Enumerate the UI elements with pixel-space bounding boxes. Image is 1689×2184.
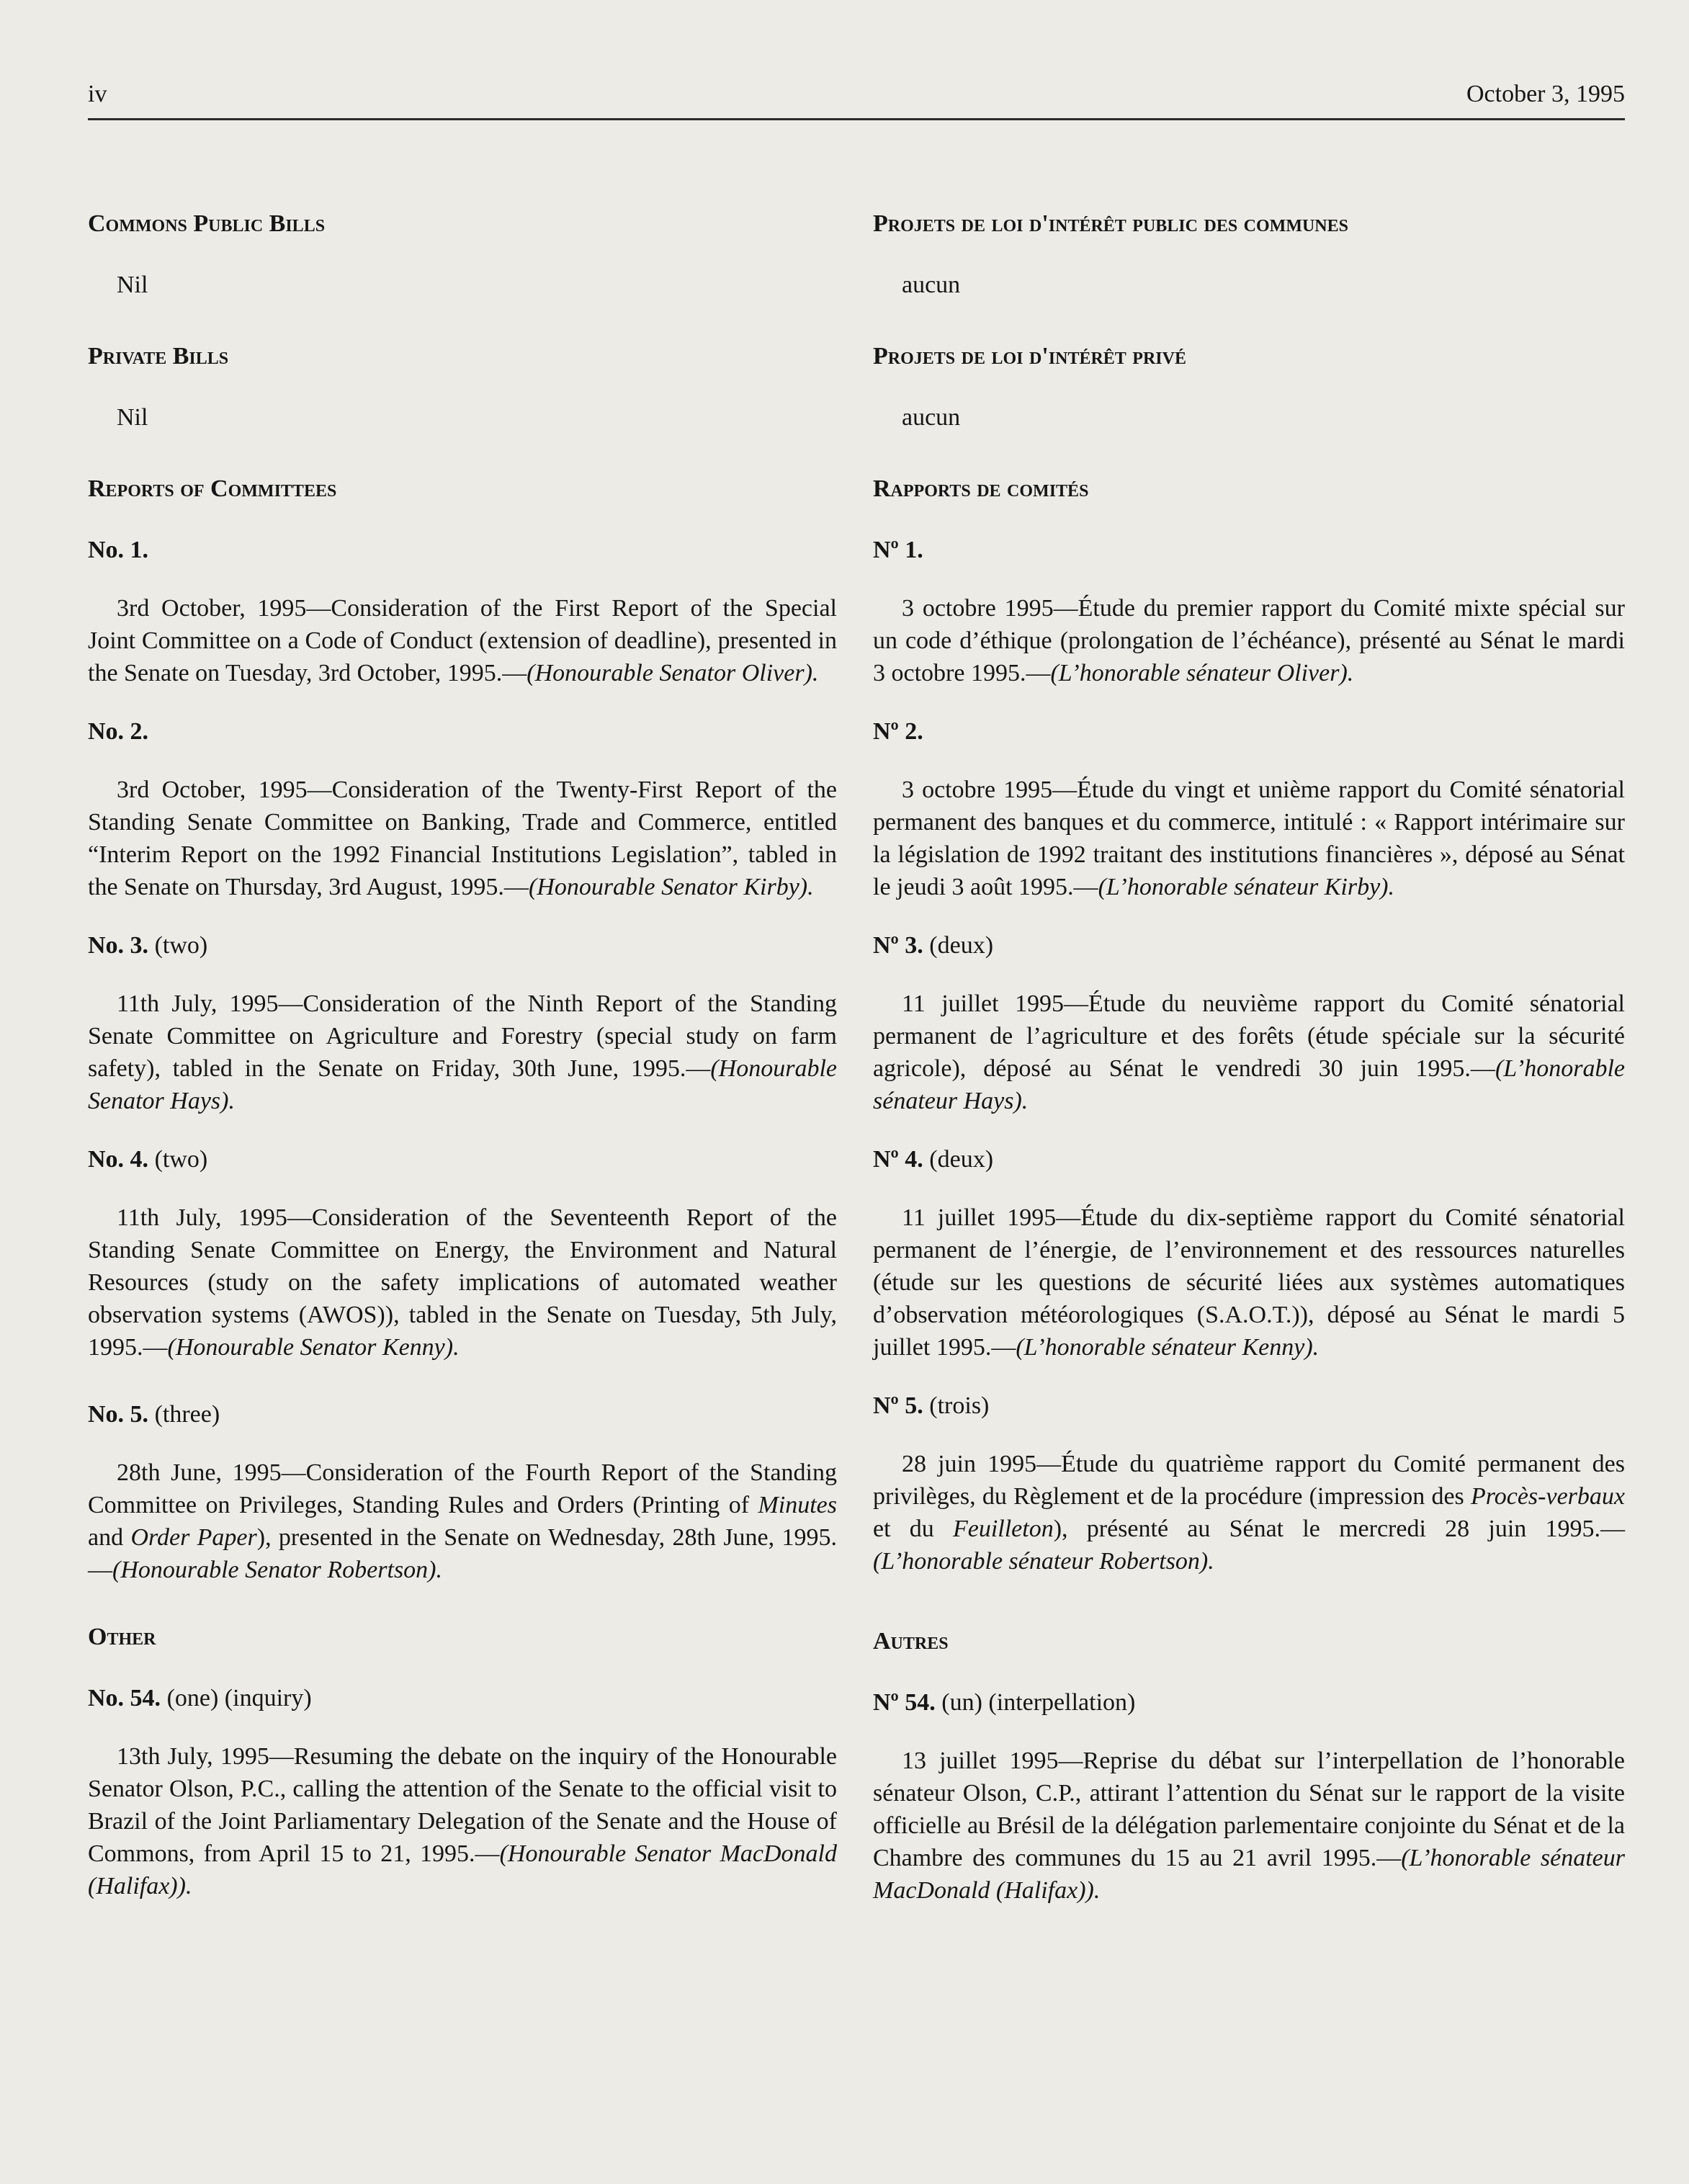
report-qualifier: (three) (154, 1401, 220, 1428)
report-sponsor: (Honourable Senator Kirby). (528, 874, 814, 900)
inquiry-number: No. 54. (one) (inquiry) (88, 1685, 312, 1711)
report-sponsor: (Honourable Senator Oliver). (527, 660, 819, 686)
report-number: No. 2. (88, 718, 149, 745)
inquiry-text-fr: 13 juillet 1995—Reprise du débat sur l’interpellation de l’honorable sénateur Olson, C.P., attirant l’attention du Sénat sur le rapport de la visite officielle au Brésil de la délégation parlementaire conjointe du Sénat et de la Chambre des communes du 15 au 21 avril 1995.—(L’honorable sénateur MacDonald (Halifax)). (873, 1747, 1626, 1904)
inquiry-sponsor-fr: (L’honorable sénateur MacDonald (Halifax)). (873, 1845, 1626, 1904)
reports-heading: Reports of Committees (88, 475, 337, 502)
report-sponsor-fr: (L’honorable sénateur Kenny). (1016, 1334, 1320, 1361)
report-sponsor-fr: (L’honorable sénateur Hays). (873, 1055, 1625, 1114)
report-sponsor: (Honourable Senator Robertson). (112, 1557, 443, 1583)
report-text: 28th June, 1995—Consideration of the Fourth Report of the Standing Committee on Privileges, Standing Rules and Orders (Printing of Minutes and Order Paper), presented in the Senate on Wednesday, 28th June, 1995.—(Honourable Senator Robertson). (88, 1459, 837, 1583)
report-sponsor-fr: (L’honorable sénateur Oliver). (1050, 660, 1354, 686)
report-qualifier-fr: (deux) (929, 932, 994, 959)
commons-public-bills-value-fr: aucun (902, 272, 961, 298)
inquiry-number-fr: Nº 54. (un) (interpellation) (873, 1689, 1136, 1716)
report-sponsor-fr: (L’honorable sénateur Kirby). (1098, 874, 1394, 900)
inquiry-text: 13th July, 1995—Resuming the debate on the inquiry of the Honourable Senator Olson, P.C., calling the attention of the Senate to the official visit to Brazil of the Joint Parliamentary Delegation of the Senate and the House of Commons, from April 15 to 21, 1995.—(Honourable Senator MacDonald (Halifax)). (88, 1743, 837, 1899)
report-number-fr: Nº 4. (deux) (873, 1146, 994, 1173)
report-text-fr: 11 juillet 1995—Étude du dix-septième rapport du Comité sénatorial permanent de l’énergie, de l’environnement et des ressources naturelles (étude sur les questions de sécurité liées aux systèmes automatiques d’observation météorologiques (S.A.O.T.)), déposé au Sénat le mardi 5 juillet 1995.—(L’honorable sénateur Kenny). (873, 1204, 1625, 1361)
report-qualifier: (two) (154, 932, 208, 959)
french-column (873, 207, 1625, 1933)
report-number-fr: Nº 1. (873, 537, 923, 563)
report-sponsor-fr: (L’honorable sénateur Robertson). (873, 1548, 1214, 1575)
report-qualifier: (two) (154, 1146, 208, 1173)
report-text-fr: 28 juin 1995—Étude du quatrième rapport du Comité permanent des privilèges, du Règlement et de la procédure (impression des Procès-verbaux et du Feuilleton), présenté au Sénat le mercredi 28 juin 1995.—(L’honorable sénateur Robertson). (873, 1451, 1625, 1575)
report-number-fr: Nº 3. (deux) (873, 932, 994, 959)
english-column (88, 207, 837, 1928)
report-number: No. 1. (88, 537, 149, 563)
report-text-fr: 3 octobre 1995—Étude du premier rapport du Comité mixte spécial sur un code d’éthique (prolongation de l’échéance), présenté au Sénat le mardi 3 octobre 1995.—(L’honorable sénateur Oliver). (873, 595, 1625, 686)
private-bills-heading: Private Bills (88, 343, 229, 370)
private-bills-value-fr: aucun (902, 404, 961, 431)
report-text-fr: 11 juillet 1995—Étude du neuvième rapport du Comité sénatorial permanent de l’agriculture et des forêts (étude spéciale sur la sécurité agricole), déposé au Sénat le vendredi 30 juin 1995.—(L’honorable sénateur Hays). (873, 990, 1625, 1114)
report-text: 3rd October, 1995—Consideration of the Twenty-First Report of the Standing Senate Committee on Banking, Trade and Commerce, entitled “Interim Report on the 1992 Financial Institutions Legislation”, tabled in the Senate on Thursday, 3rd August, 1995.—(Honourable Senator Kirby). (88, 777, 837, 900)
page-date: October 3, 1995 (1466, 81, 1625, 107)
commons-public-bills-heading-fr: Projets de loi d'intérêt public des communes (873, 210, 1348, 237)
other-heading: Other (88, 1624, 156, 1650)
report-sponsor: (Honourable Senator Kenny). (167, 1334, 460, 1361)
report-number: No. 3. (two) (88, 932, 208, 959)
other-heading-fr: Autres (873, 1628, 949, 1655)
report-number: No. 4. (two) (88, 1146, 208, 1173)
report-text: 3rd October, 1995—Consideration of the First Report of the Special Joint Committee on a Code of Conduct (extension of deadline), presented in the Senate on Tuesday, 3rd October, 1995.—(Honourable Senator Oliver). (88, 595, 837, 686)
inquiry-sponsor: (Honourable Senator MacDonald (Halifax)). (88, 1840, 837, 1899)
private-bills-value: Nil (117, 404, 148, 431)
page-header (88, 78, 1625, 120)
report-sponsor: (Honourable Senator Hays). (88, 1055, 837, 1114)
report-qualifier-fr: (trois) (929, 1392, 990, 1419)
commons-public-bills-heading: Commons Public Bills (88, 210, 326, 237)
private-bills-heading-fr: Projets de loi d'intérêt privé (873, 343, 1186, 370)
report-text: 11th July, 1995—Consideration of the Ninth Report of the Standing Senate Committee on Agriculture and Forestry (special study on farm safety), tabled in the Senate on Friday, 30th June, 1995.—(Honourable Senator Hays). (88, 990, 837, 1114)
report-text-fr: 3 octobre 1995—Étude du vingt et unième rapport du Comité sénatorial permanent des banques et du commerce, intitulé : « Rapport intérimaire sur la législation de 1992 traitant des institutions financières », déposé au Sénat le jeudi 3 août 1995.—(L’honorable sénateur Kirby). (873, 777, 1625, 900)
report-qualifier-fr: (deux) (929, 1146, 994, 1173)
report-text: 11th July, 1995—Consideration of the Seventeenth Report of the Standing Senate Committee on Energy, the Environment and Natural Resources (study on the safety implications of automated weather observation systems (AWOS)), tabled in the Senate on Tuesday, 5th July, 1995.—(Honourable Senator Kenny). (88, 1204, 837, 1361)
commons-public-bills-value: Nil (117, 272, 148, 298)
reports-heading-fr: Rapports de comités (873, 475, 1089, 502)
report-number-fr: Nº 5. (trois) (873, 1392, 990, 1419)
inquiry-qualifier-fr: (un) (interpellation) (941, 1689, 1136, 1716)
report-number-fr: Nº 2. (873, 718, 923, 745)
inquiry-qualifier: (one) (inquiry) (166, 1685, 312, 1711)
page-number: iv (88, 81, 107, 107)
report-number: No. 5. (three) (88, 1401, 220, 1428)
